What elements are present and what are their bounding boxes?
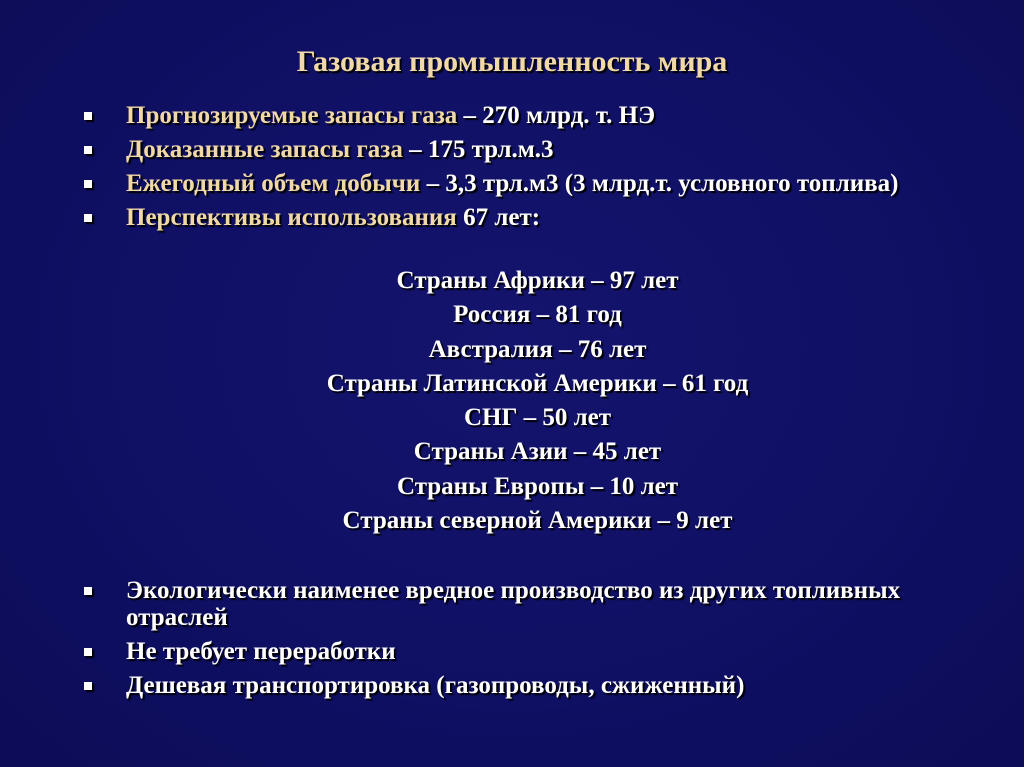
square-bullet-icon: [84, 112, 92, 120]
square-bullet-icon: [84, 214, 92, 222]
list-item: [82, 102, 942, 129]
bullet-text: Экологически наименее вредное производство из других топливных отраслей: [126, 577, 901, 631]
bullet-text: Дешевая транспортировка (газопроводы, сжиженный): [126, 672, 745, 699]
square-bullet-icon: [84, 682, 92, 690]
list-item: [82, 136, 942, 163]
square-bullet-icon: [84, 587, 92, 595]
region-item: Страны Европы – 10 лет: [396, 472, 679, 500]
list-item: [82, 638, 942, 665]
bullet-highlight: Ежегодный объем добычи: [126, 170, 421, 197]
region-item: Россия – 81 год: [453, 301, 622, 329]
list-item: [82, 204, 942, 231]
bullet-text: – 270 млрд. т. НЭ: [457, 102, 656, 129]
bullet-highlight: Прогнозируемые запасы газа: [126, 102, 458, 129]
bullet-text: 67 лет:: [456, 204, 541, 231]
regions-list: [0, 264, 1024, 538]
reserves-list: [82, 102, 942, 238]
bullet-text: – 175 трл.м.3: [402, 136, 554, 163]
bullet-highlight: Доказанные запасы газа: [126, 136, 403, 163]
bullet-text: – 3,3 трл.м3 (3 млрд.т. условного топлива): [420, 170, 899, 197]
region-item: Страны северной Америки – 9 лет: [342, 507, 733, 535]
list-item: [82, 577, 942, 631]
square-bullet-icon: [84, 146, 92, 154]
advantages-list: [82, 577, 942, 706]
bullet-text: Не требует переработки: [126, 638, 396, 665]
list-item: [82, 170, 942, 197]
region-item: Страны Азии – 45 лет: [413, 438, 662, 466]
region-item: СНГ – 50 лет: [463, 404, 612, 432]
bullet-highlight: Перспективы использования: [126, 204, 457, 231]
square-bullet-icon: [84, 180, 92, 188]
region-item: Австралия – 76 лет: [428, 335, 647, 363]
region-item: Страны Африки – 97 лет: [396, 267, 679, 294]
region-item: Страны Латинской Америки – 61 год: [326, 369, 749, 397]
list-item: [82, 672, 942, 699]
square-bullet-icon: [84, 648, 92, 656]
slide-title: Газовая промышленность мира: [296, 45, 728, 78]
